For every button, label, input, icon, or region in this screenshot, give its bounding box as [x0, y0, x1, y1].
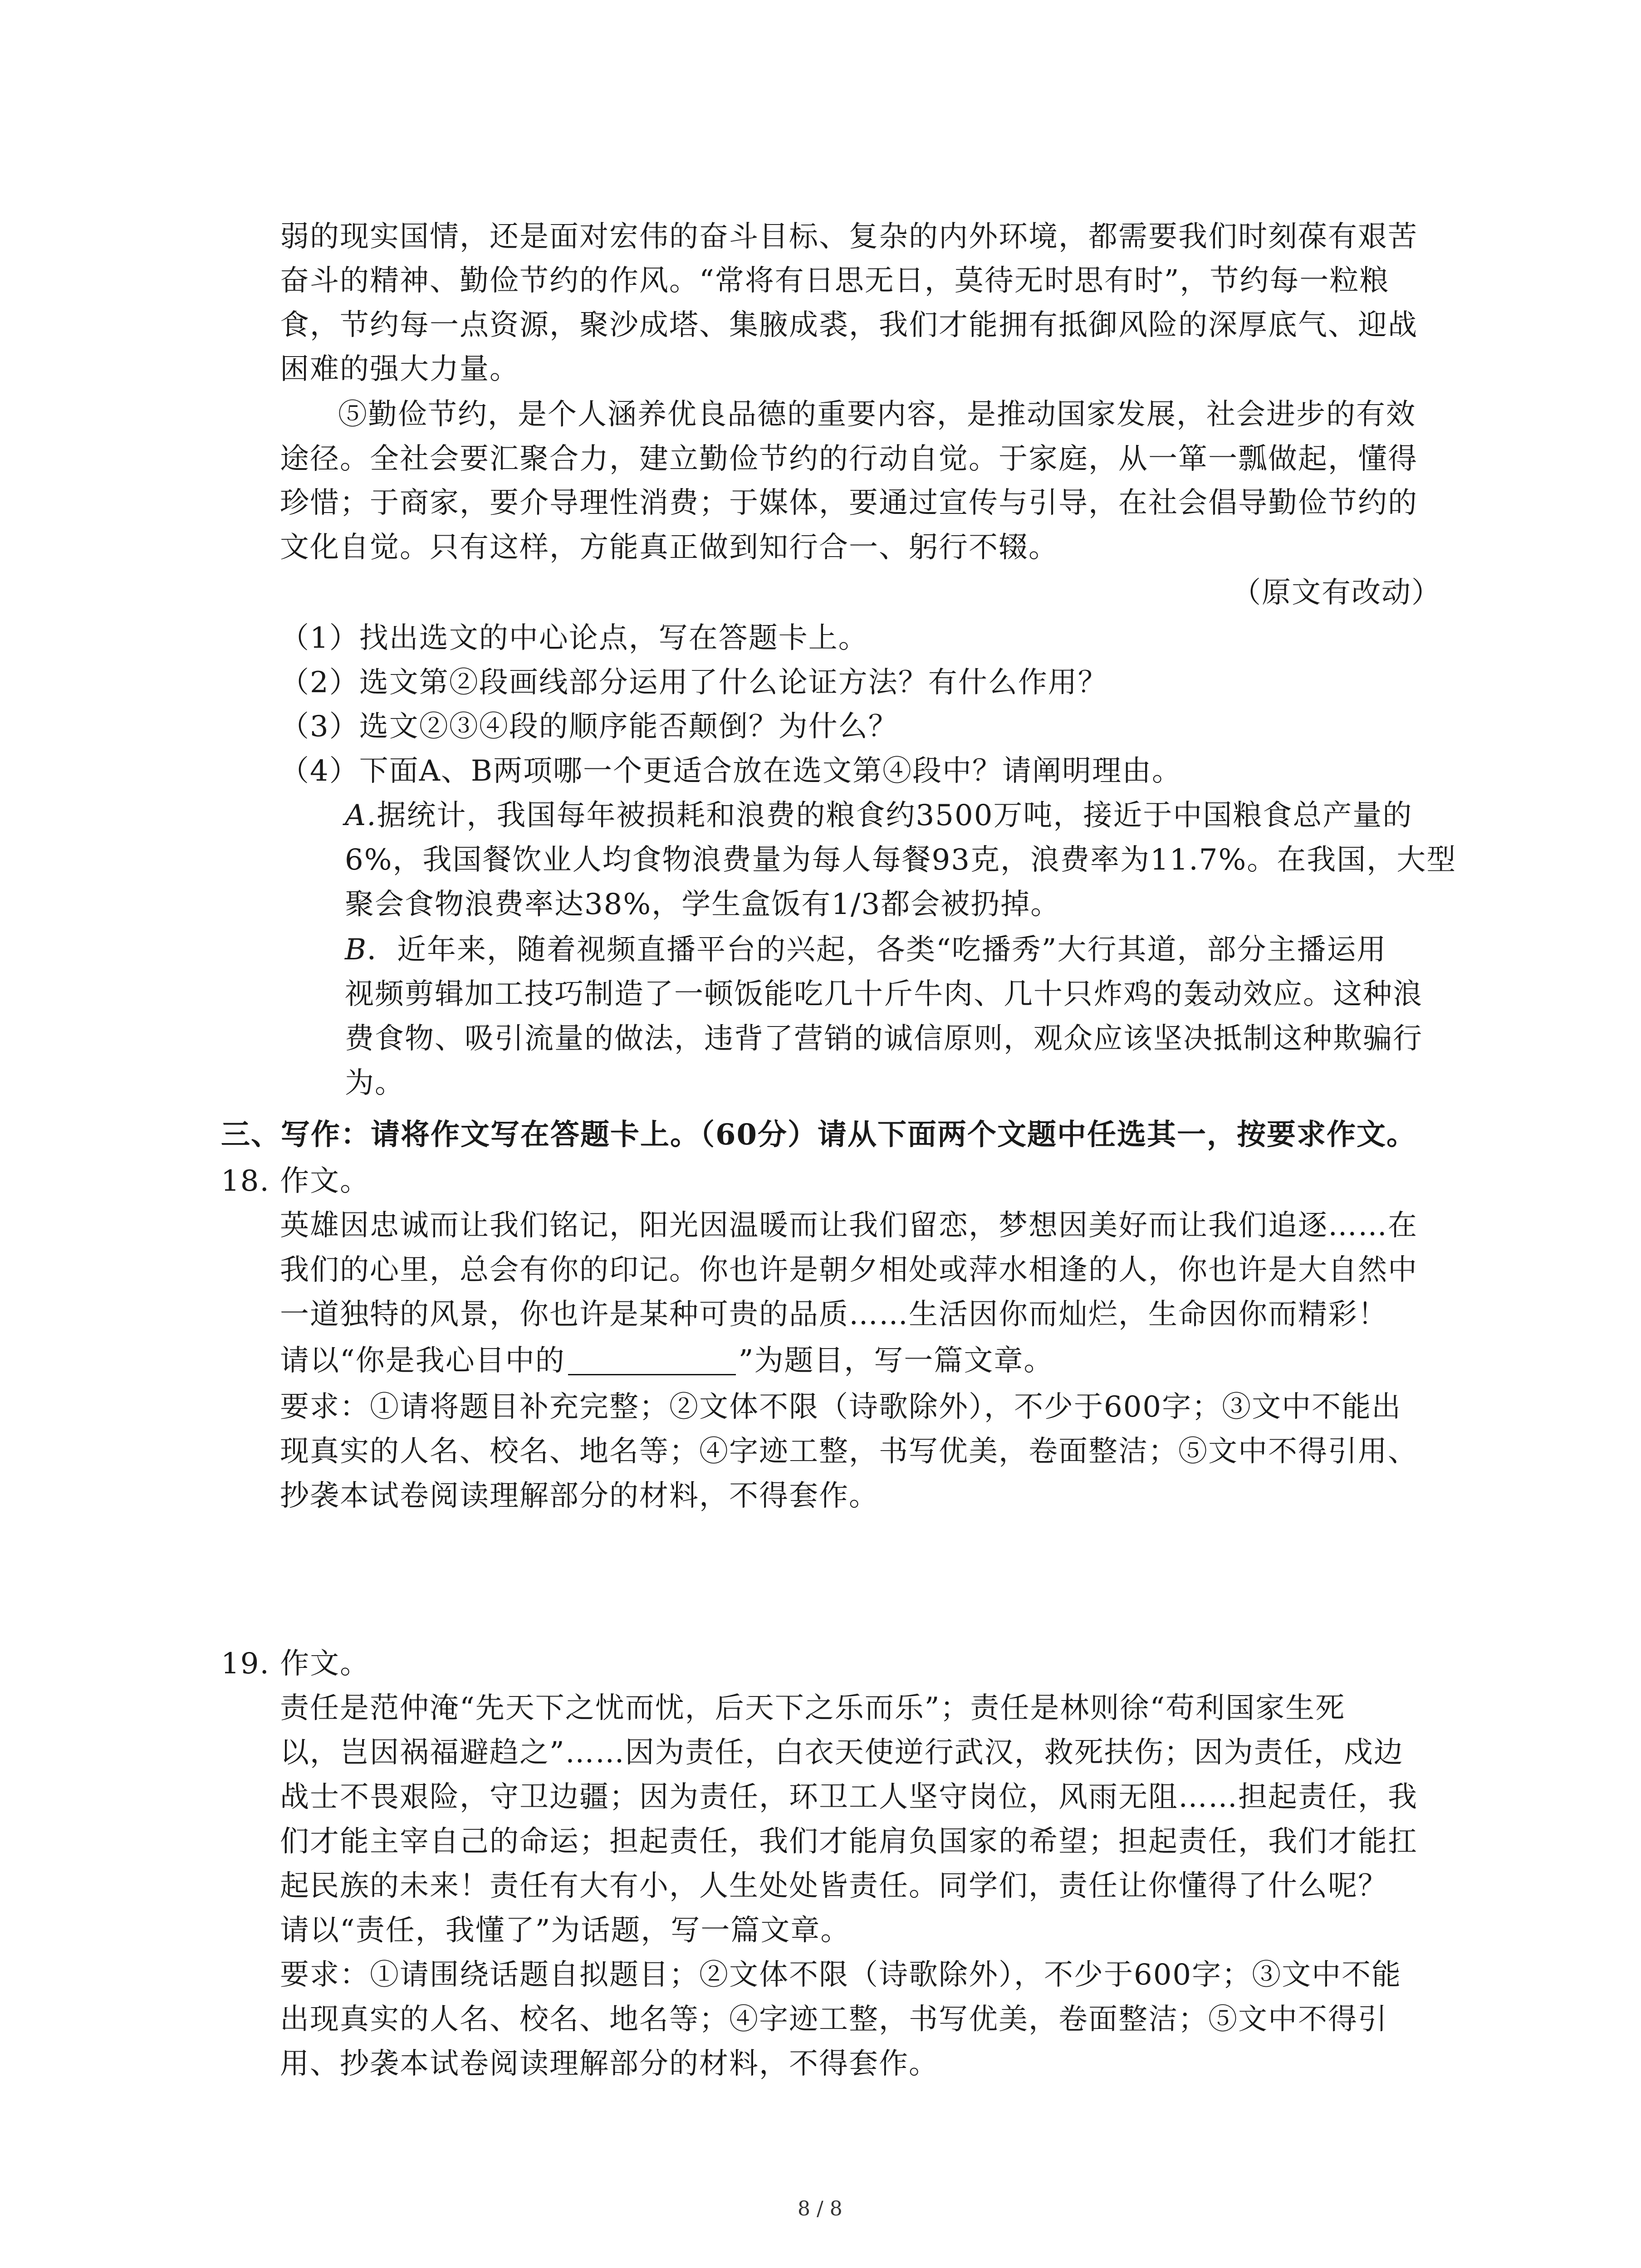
essay-19-req-line-1: 要求：①请围绕话题自拟题目；②文体不限（诗歌除外），不少于600字；③文中不能 — [280, 1958, 1402, 1992]
option-b-line-1 — [345, 933, 1387, 967]
passage-para4-line-1: 弱的现实国情，还是面对宏伟的奋斗目标、复杂的内外环境，都需要我们时刻葆有艰苦 — [280, 220, 1418, 254]
essay-19-body-line-4: 们才能主宰自己的命运；担起责任，我们才能肩负国家的希望；担起责任，我们才能扛 — [280, 1825, 1418, 1858]
essay-19-body-line-5: 起民族的未来！责任有大有小，人生处处皆责任。同学们，责任让你懂得了什么呢？ — [280, 1869, 1388, 1903]
passage-para5-line-4: 文化自觉。只有这样，方能真正做到知行合一、躬行不辍。 — [280, 531, 1058, 564]
option-a-label: A. — [345, 799, 377, 832]
question-1: （1）找出选文的中心论点，写在答题卡上。 — [280, 621, 868, 655]
essay-19-req-line-2: 出现真实的人名、校名、地名等；④字迹工整，书写优美，卷面整洁；⑤文中不得引 — [280, 2003, 1388, 2036]
option-b-line-3: 费食物、吸引流量的做法，违背了营销的诚信原则，观众应该坚决抵制这种欺骗行 — [345, 1022, 1423, 1056]
option-b-text-1: ．近年来，随着视频直播平台的兴起，各类“吃播秀”大行其道，部分主播运用 — [367, 933, 1387, 967]
title-blank — [568, 1349, 736, 1375]
essay-19-body-line-3: 战士不畏艰险，守卫边疆；因为责任，环卫工人坚守岗位，风雨无阻……担起责任，我 — [280, 1780, 1418, 1814]
option-a-line-3: 聚会食物浪费率达38%，学生盒饭有1/3都会被扔掉。 — [345, 888, 1061, 921]
source-note: （原文有改动） — [1232, 576, 1441, 610]
passage-para5-line-1: ⑤勤俭节约，是个人涵养优良品德的重要内容，是推动国家发展，社会进步的有效 — [338, 398, 1416, 431]
option-a-line-1 — [345, 801, 1412, 830]
essay-18-body-line-2: 我们的心里，总会有你的印记。你也许是朝夕相处或萍水相逢的人，你也许是大自然中 — [280, 1253, 1418, 1287]
essay-18-body-line-3: 一道独特的风景，你也许是某种可贵的品质……生活因你而灿烂，生命因你而精彩！ — [280, 1298, 1388, 1331]
essay-18-req-line-1: 要求：①请将题目补充完整；②文体不限（诗歌除外），不少于600字；③文中不能出 — [280, 1390, 1402, 1424]
essay-18-prompt-after: ”为题目，写一篇文章。 — [738, 1344, 1054, 1378]
essay-18-prompt-before: 请以“你是我心目中的 — [280, 1344, 565, 1378]
option-b-line-2: 视频剪辑加工技巧制造了一顿饭能吃几十斤牛肉、几十只炸鸡的轰动效应。这种浪 — [345, 978, 1423, 1011]
passage-para5-line-3: 珍惜；于商家，要介导理性消费；于媒体，要通过宣传与引导，在社会倡导勤俭节约的 — [280, 486, 1418, 520]
option-b-line-4: 为。 — [345, 1066, 405, 1100]
essay-19-number: 19. 作文。 — [221, 1647, 370, 1681]
essay-18-req-line-3: 抄袭本试卷阅读理解部分的材料，不得套作。 — [280, 1479, 879, 1513]
question-4: （4）下面A、B两项哪一个更适合放在选文第④段中？请阐明理由。 — [280, 754, 1182, 788]
essay-18-prompt — [280, 1344, 1054, 1378]
passage-para4-line-4: 困难的强大力量。 — [280, 352, 519, 386]
essay-19-prompt: 请以“责任，我懂了”为话题，写一篇文章。 — [280, 1914, 851, 1947]
option-a-text-1: 据统计，我国每年被损耗和浪费的粮食约3500万吨，接近于中国粮食总产量的 — [377, 799, 1413, 832]
option-b-label: B — [345, 933, 367, 967]
page-number: 8 / 8 — [798, 2197, 843, 2220]
essay-18-body-line-1: 英雄因忠诚而让我们铭记，阳光因温暖而让我们留恋，梦想因美好而让我们追逐……在 — [280, 1209, 1418, 1242]
passage-para5-line-2: 途径。全社会要汇聚合力，建立勤俭节约的行动自觉。于家庭，从一箪一瓢做起，懂得 — [280, 442, 1418, 476]
question-3: （3）选文②③④段的顺序能否颠倒？为什么？ — [280, 710, 898, 743]
essay-18-req-line-2: 现真实的人名、校名、地名等；④字迹工整，书写优美，卷面整洁；⑤文中不得引用、 — [280, 1435, 1418, 1468]
option-a-line-2: 6%，我国餐饮业人均食物浪费量为每人每餐93克，浪费率为11.7%。在我国，大型 — [345, 843, 1457, 877]
essay-19-req-line-3: 用、抄袭本试卷阅读理解部分的材料，不得套作。 — [280, 2047, 939, 2081]
section-3-heading: 三、写作：请将作文写在答题卡上。（60分）请从下面两个文题中任选其一，按要求作文。 — [221, 1118, 1417, 1152]
essay-19-body-line-1: 责任是范仲淹“先天下之忧而忧，后天下之乐而乐”；责任是林则徐“苟利国家生死 — [280, 1691, 1346, 1725]
question-2: （2）选文第②段画线部分运用了什么论证方法？有什么作用？ — [280, 666, 1108, 699]
passage-para4-line-3: 食，节约每一点资源，聚沙成塔、集腋成裘，我们才能拥有抵御风险的深厚底气、迎战 — [280, 308, 1418, 342]
passage-para4-line-2: 奋斗的精神、勤俭节约的作风。“常将有日思无日，莫待无时思有时”，节约每一粒粮 — [280, 264, 1390, 298]
essay-18-number: 18. 作文。 — [221, 1164, 370, 1198]
essay-19-body-line-2: 以，岂因祸福避趋之”……因为责任，白衣天使逆行武汉，救死扶伤；因为责任，戍边 — [280, 1736, 1404, 1769]
